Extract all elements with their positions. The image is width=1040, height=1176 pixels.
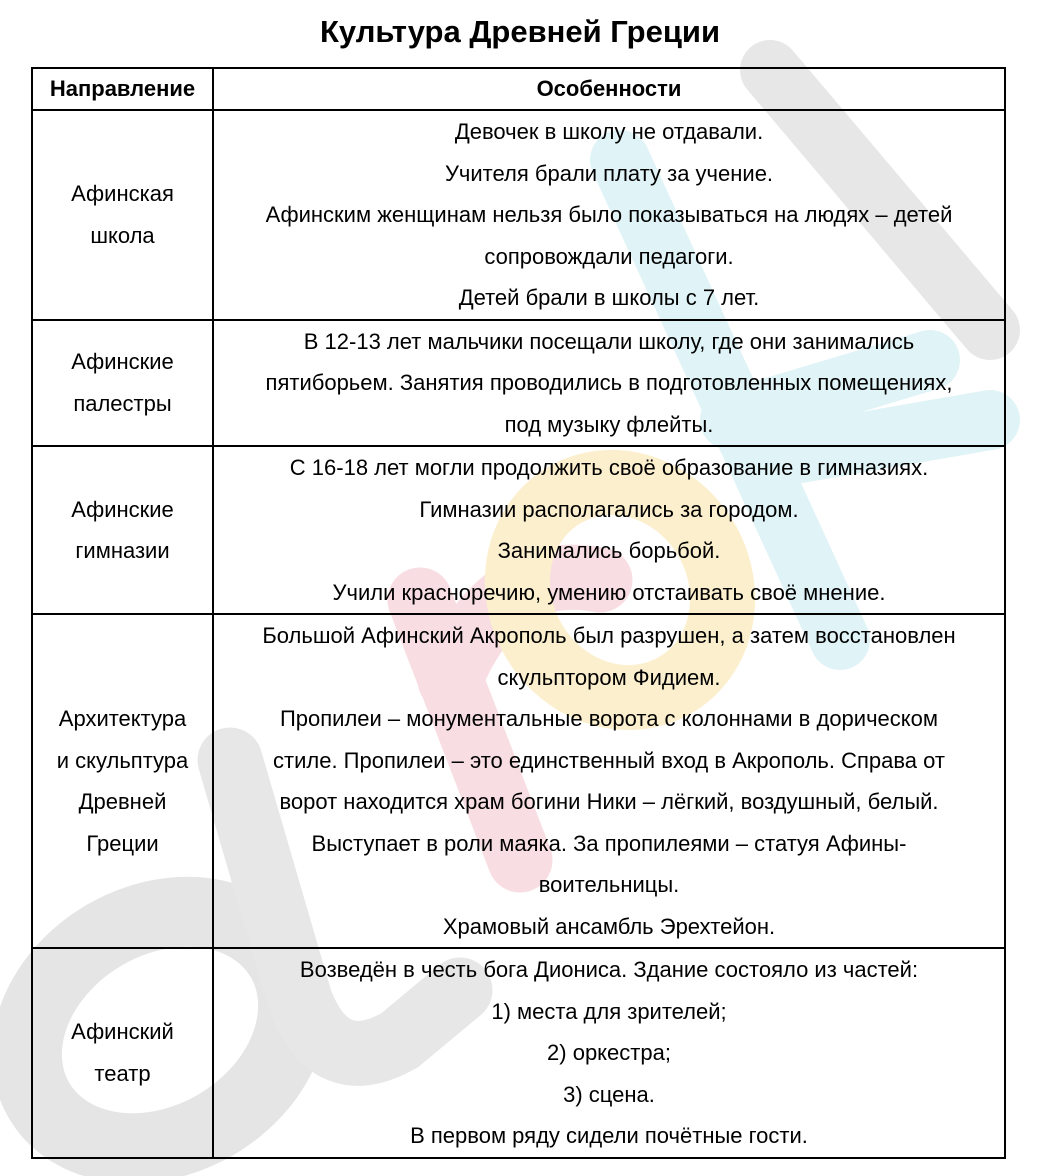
feature-line: 2) оркестра; — [547, 1040, 671, 1065]
direction-line: Афинская — [71, 181, 174, 207]
table-row — [32, 320, 1005, 447]
feature-line: ворот находится храм богини Ники – лёгкий, воздушный, белый. — [279, 789, 939, 814]
features-cell — [213, 614, 1005, 948]
feature-line: Большой Афинский Акрополь был разрушен, а затем восстановлен — [262, 623, 956, 648]
feature-line: пятиборьем. Занятия проводились в подготовленных помещениях, — [265, 370, 953, 395]
feature-line: скульптором Фидием. — [497, 664, 721, 690]
direction-line: театр — [94, 1060, 151, 1086]
feature-line: Храмовый ансамбль Эрехтейон. — [442, 913, 776, 939]
feature-line: 3) сцена. — [563, 1081, 655, 1107]
direction-line: Афинские — [71, 349, 174, 375]
direction-line: гимназии — [75, 538, 170, 563]
direction-line: Древней — [78, 789, 167, 814]
features-cell — [213, 110, 1005, 320]
features-cell — [213, 948, 1005, 1158]
feature-line: С 16-18 лет могли продолжить своё образование в гимназиях. — [289, 455, 929, 480]
feature-line: воительницы. — [538, 872, 680, 897]
direction-cell — [32, 948, 213, 1158]
table-row — [32, 614, 1005, 948]
feature-line: Занимались борьбой. — [497, 538, 721, 563]
direction-line: палестры — [73, 390, 172, 416]
feature-line: Пропилеи – монументальные ворота с колоннами в дорическом — [279, 706, 939, 731]
feature-line: 1) места для зрителей; — [491, 998, 727, 1024]
feature-line: Детей брали в школы с 7 лет. — [458, 285, 760, 310]
feature-line: под музыку флейты. — [504, 411, 714, 437]
culture-table — [31, 67, 1006, 1159]
feature-line: сопровождали педагоги. — [484, 243, 734, 269]
feature-line: Учителя брали плату за учение. — [444, 160, 774, 186]
direction-line: Архитектура — [58, 706, 187, 731]
direction-line: школа — [90, 222, 155, 248]
feature-line: Учили красноречию, умению отстаивать своё мнение. — [332, 579, 886, 605]
features-cell — [213, 446, 1005, 614]
direction-line: Греции — [86, 830, 159, 856]
page-title: Культура Древней Греции — [319, 14, 721, 49]
feature-line: стиле. Пропилеи – это единственный вход в Акрополь. Справа от — [273, 747, 945, 773]
table-row — [32, 948, 1005, 1158]
direction-cell — [32, 320, 213, 447]
table-row — [32, 110, 1005, 320]
feature-line: Девочек в школу не отдавали. — [454, 119, 764, 144]
features-cell — [213, 320, 1005, 447]
direction-line: Афинские — [71, 496, 174, 522]
table-row — [32, 446, 1005, 614]
feature-line: Возведён в честь бога Диониса. Здание состояло из частей: — [299, 957, 919, 982]
header-features: Особенности — [213, 68, 1005, 110]
feature-line: В 12-13 лет мальчики посещали школу, где они занимались — [303, 328, 915, 354]
direction-cell — [32, 110, 213, 320]
feature-line: Выступает в роли маяка. За пропилеями – статуя Афины- — [311, 830, 907, 856]
feature-line: В первом ряду сидели почётные гости. — [410, 1123, 808, 1148]
feature-line: Гимназии располагались за городом. — [419, 496, 799, 522]
direction-cell — [32, 614, 213, 948]
header-direction: Направление — [32, 68, 213, 110]
feature-line: Афинским женщинам нельзя было показываться на людях – детей — [265, 202, 953, 227]
table-header-row — [32, 68, 1005, 110]
direction-line: и скульптура — [56, 747, 189, 773]
direction-line: Афинский — [71, 1019, 174, 1045]
direction-cell — [32, 446, 213, 614]
